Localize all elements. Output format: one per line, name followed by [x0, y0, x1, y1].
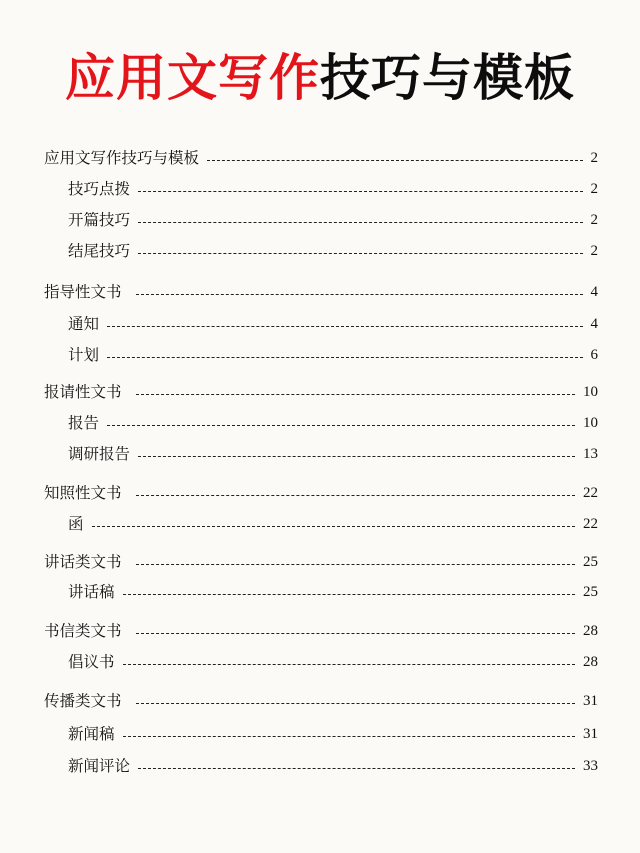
toc-leader-dots	[138, 191, 582, 192]
toc-entry-page: 2	[590, 243, 598, 259]
toc-entry-label: 报请性文书	[44, 383, 122, 401]
toc-entry[interactable]	[68, 208, 598, 232]
toc-entry[interactable]	[68, 343, 598, 367]
toc-entry-label: 开篇技巧	[68, 211, 131, 229]
toc-entry[interactable]	[68, 722, 598, 746]
toc-entry[interactable]	[44, 146, 598, 170]
toc-leader-dots	[123, 736, 575, 737]
toc-entry-label: 倡议书	[68, 653, 115, 671]
toc-leader-dots	[138, 456, 575, 457]
toc-entry[interactable]	[44, 689, 598, 713]
toc-entry-page: 2	[590, 212, 598, 228]
toc-entry-label: 应用文写作技巧与模板	[44, 149, 200, 167]
toc-leader-dots	[107, 326, 582, 327]
title-black-part: 技巧与模板	[320, 48, 575, 107]
toc-entry-label: 指导性文书	[44, 283, 122, 301]
toc-entry-page: 31	[583, 693, 598, 709]
toc-entry-label: 讲话类文书	[44, 553, 122, 571]
toc-entry-page: 22	[583, 516, 598, 532]
toc-leader-dots	[123, 594, 575, 595]
toc-entry-label: 通知	[68, 315, 100, 333]
toc-entry[interactable]	[68, 512, 598, 536]
toc-entry-label: 书信类文书	[44, 622, 122, 640]
toc-leader-dots	[107, 425, 575, 426]
toc-entry[interactable]	[68, 411, 598, 435]
toc-leader-dots	[138, 253, 582, 254]
toc-entry-label: 知照性文书	[44, 484, 122, 502]
toc-entry[interactable]	[68, 442, 598, 466]
toc-entry[interactable]	[68, 650, 598, 674]
toc-entry-label: 调研报告	[68, 445, 131, 463]
toc-entry-page: 10	[583, 384, 598, 400]
toc-entry-page: 25	[583, 554, 598, 570]
toc-entry-page: 25	[583, 584, 598, 600]
toc-leader-dots	[92, 526, 575, 527]
toc-entry-label: 报告	[68, 414, 100, 432]
toc-entry[interactable]	[44, 280, 598, 304]
toc-leader-dots	[136, 495, 575, 496]
toc-entry-label: 新闻稿	[68, 725, 115, 743]
toc-leader-dots	[136, 394, 575, 395]
toc-leader-dots	[123, 664, 575, 665]
toc-entry[interactable]	[68, 312, 598, 336]
toc-leader-dots	[136, 294, 583, 295]
toc-entry-page: 22	[583, 485, 598, 501]
toc-entry-label: 传播类文书	[44, 692, 122, 710]
toc-entry-label: 结尾技巧	[68, 242, 131, 260]
toc-entry-label: 技巧点拨	[68, 180, 131, 198]
toc-leader-dots	[136, 564, 575, 565]
toc-leader-dots	[138, 768, 575, 769]
toc-entry-page: 4	[590, 316, 598, 332]
toc-entry-page: 4	[590, 284, 598, 300]
toc-entry-page: 28	[583, 654, 598, 670]
toc-entry[interactable]	[44, 481, 598, 505]
toc-entry[interactable]	[44, 380, 598, 404]
toc-leader-dots	[136, 703, 575, 704]
toc-entry-page: 28	[583, 623, 598, 639]
toc-entry-page: 2	[590, 150, 598, 166]
toc-entry-label: 讲话稿	[68, 583, 115, 601]
toc-entry[interactable]	[68, 580, 598, 604]
toc-leader-dots	[107, 357, 582, 358]
toc-entry[interactable]	[68, 239, 598, 263]
toc-entry[interactable]	[68, 754, 598, 778]
toc-entry-page: 2	[590, 181, 598, 197]
toc-leader-dots	[138, 222, 582, 223]
toc-entry-label: 函	[68, 515, 84, 533]
toc-leader-dots	[207, 160, 582, 161]
toc-entry-label: 新闻评论	[68, 757, 131, 775]
toc-leader-dots	[136, 633, 575, 634]
toc-entry-page: 10	[583, 415, 598, 431]
toc-entry[interactable]	[44, 550, 598, 574]
toc-entry-page: 33	[583, 758, 598, 774]
toc-entry-page: 6	[590, 347, 598, 363]
toc-entry-page: 31	[583, 726, 598, 742]
toc-entry[interactable]	[68, 177, 598, 201]
toc-entry-label: 计划	[68, 346, 100, 364]
toc-entry[interactable]	[44, 619, 598, 643]
toc-entry-page: 13	[583, 446, 598, 462]
title-red-part: 应用文写作	[65, 48, 320, 107]
